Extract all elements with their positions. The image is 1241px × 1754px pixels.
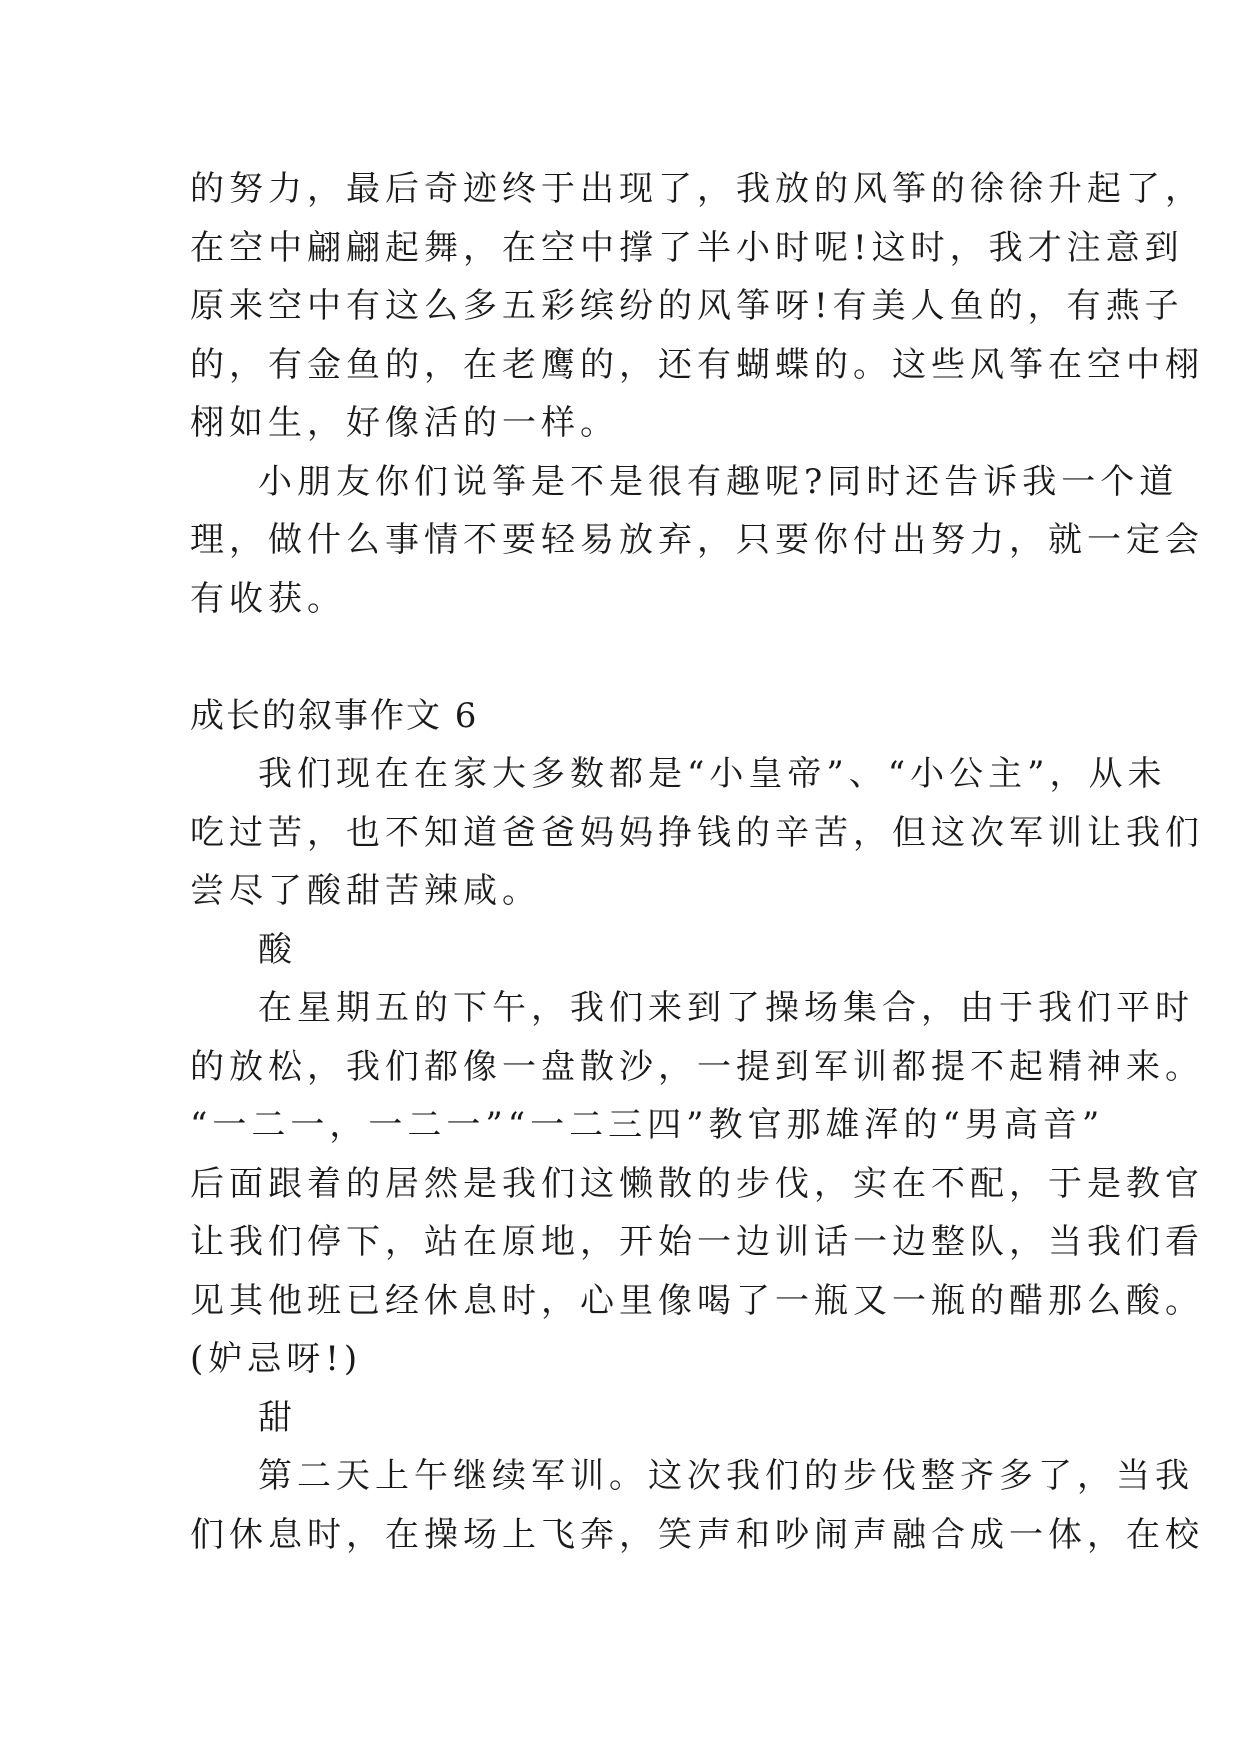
section-title: 成长的叙事作文 6 [190, 695, 479, 736]
section-spacer [190, 628, 1070, 687]
paragraph-sour [190, 979, 1204, 1389]
text-line: 在空中翩翩起舞，在空中撑了半小时呢!这时，我才注意到 [190, 227, 1184, 268]
text-line: 栩如生，好像活的一样。 [190, 403, 619, 443]
paragraph-conclusion [190, 453, 1204, 629]
text-line: 的，有金鱼的，在老鹰的，还有蝴蝶的。这些风筝在空中栩 [190, 344, 1204, 385]
text-line: 见其他班已经休息时，心里像喝了一瓶又一瓶的醋那么酸。 [190, 1280, 1204, 1321]
text-line: “一二一，一二一”“一二三四”教官那雄浑的“男高音” [190, 1105, 1105, 1145]
text-line: 第二天上午继续军训。这次我们的步伐整齐多了，当我 [258, 1456, 1194, 1496]
paragraph-sweet [190, 1447, 1204, 1564]
text-line: 有收获。 [190, 578, 346, 619]
paragraph-intro [190, 745, 1204, 921]
text-line: (妒忌呀!) [190, 1339, 363, 1379]
text-line: 的放松，我们都像一盘散沙，一提到军训都提不起精神来。 [190, 1046, 1204, 1087]
text-line: 原来空中有这么多五彩缤纷的风筝呀!有美人鱼的，有燕子 [190, 286, 1184, 326]
paragraph-continued [190, 160, 1204, 453]
text-line: 让我们停下，站在原地，开始一边训话一边整队，当我们看 [190, 1222, 1204, 1262]
text-line: 我们现在在家大多数都是“小皇帝”、“小公主”，从未 [258, 754, 1167, 794]
text-line: 后面跟着的居然是我们这懒散的步伐，实在不配，于是教官 [190, 1163, 1204, 1204]
text-line: 的努力，最后奇迹终于出现了，我放的风筝的徐徐升起了， [190, 169, 1204, 209]
document-body [190, 160, 1204, 1564]
text-line: 理，做什么事情不要轻易放弃，只要你付出努力，就一定会 [190, 520, 1204, 560]
text-line: 在星期五的下午，我们来到了操场集合，由于我们平时 [258, 988, 1194, 1028]
text-line: 尝尽了酸甜苦辣咸。 [190, 871, 541, 911]
subheading-sweet: 甜 [258, 1397, 297, 1438]
text-line: 小朋友你们说筝是不是很有趣呢?同时还告诉我一个道 [258, 461, 1179, 502]
text-line: 们休息时，在操场上飞奔，笑声和吵闹声融合成一体，在校 [190, 1514, 1204, 1555]
subheading-sour: 酸 [258, 929, 297, 970]
text-line: 吃过苦，也不知道爸爸妈妈挣钱的辛苦，但这次军训让我们 [190, 812, 1204, 853]
